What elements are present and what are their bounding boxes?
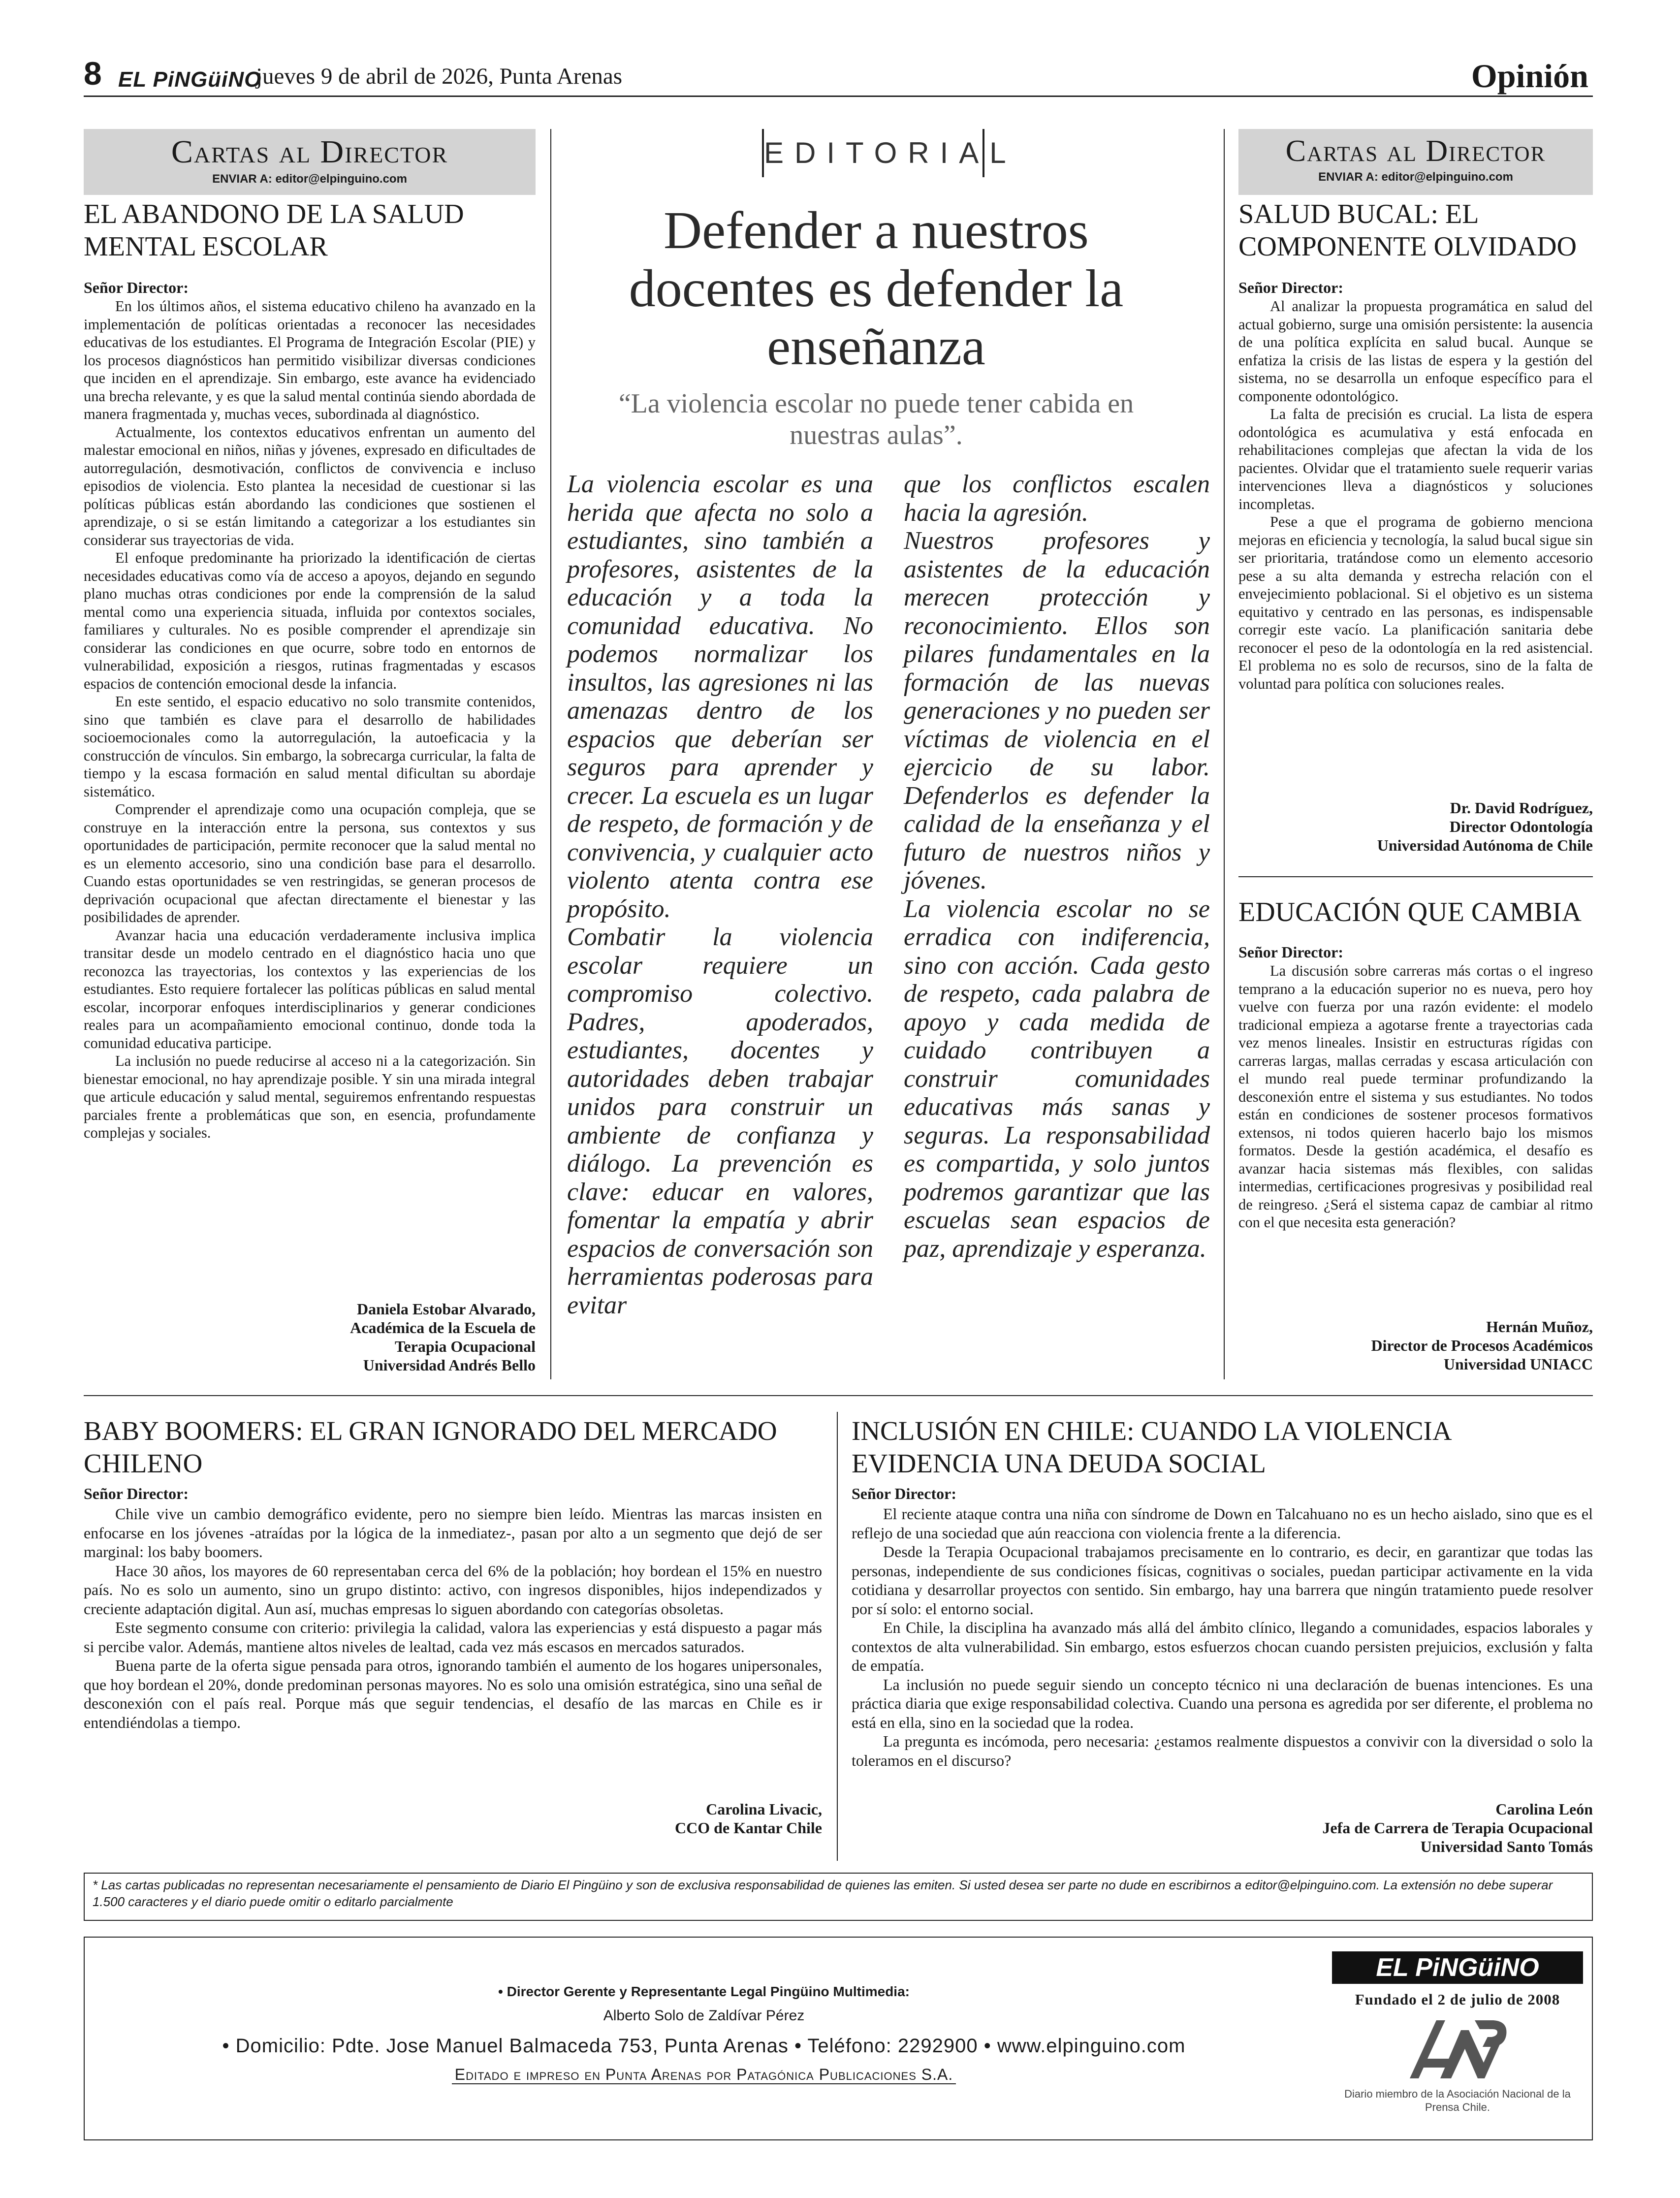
letter-title: INCLUSIÓN EN CHILE: CUANDO LA VIOLENCIA EVIDENCIA UNA DEUDA SOCIAL <box>852 1416 1451 1478</box>
page-number: 8 <box>84 55 102 92</box>
signature-line: Universidad Autónoma de Chile <box>1377 836 1593 854</box>
editorial-paragraph: La violencia escolar es una herida que afecta no solo a estudiantes, sino también a profesores, asistentes de la educación y a toda la comunidad educativa. No podemos normalizar los insultos, las agresiones ni las amenazas dentro de los espacios que deberían ser seguros para aprender y crecer. La escuela es un lugar de respeto, de formación y de convivencia, y cualquier acto violento atenta contra ese propósito. <box>567 470 873 923</box>
director-name: Alberto Solo de Zaldívar Pérez <box>603 2007 805 2024</box>
anp-logo-icon <box>1406 2015 1509 2083</box>
signature-line: Carolina León <box>1495 1800 1593 1818</box>
letter-paragraph: La falta de precisión es crucial. La lista de espera odontológica es acumulativa y está enfocada en rehabilitaciones complejas que afectan la vida de los pacientes. Olvidar que el tratamiento suele requerir varias intervenciones lleva a diagnósticos y soluciones incompletas. <box>1238 406 1593 512</box>
column-divider <box>550 129 551 1379</box>
letter-salutation: Señor Director: <box>1238 943 1343 961</box>
letter-paragraph: Hace 30 años, los mayores de 60 representaban cerca del 6% de la población; hoy bordean el 15% en nuestro país. No es solo un aumento, sino un grupo distinto: activo, con ingresos disponibles, hijos independizados y creciente adaptación digital. Aun así, muchas empresas lo siguen abordando con categorías obsoletas. <box>84 1561 822 1618</box>
signature-line: Jefa de Carrera de Terapia Ocupacional <box>1322 1819 1593 1837</box>
section-title: Opinión <box>1471 57 1588 95</box>
letter-signature <box>84 1300 536 1374</box>
signature-line: Carolina Livacic, <box>706 1800 822 1818</box>
letter-paragraph: El enfoque predominante ha priorizado la identificación de ciertas necesidades educativas como vía de acceso a apoyos, dejando en segundo plano muchas otras condiciones por ende la comprensión de la salud mental como una experiencia situada, influida por contextos sociales, familiares y culturales. No es posible comprender el aprendizaje sin considerar las condiciones en que ocurre, sobre todo en entornos de vulnerabilidad, exposición a riesgos, rutinas fragmentadas y escasos espacios de contención emocional desde la infancia. <box>84 549 536 692</box>
editorial-paragraph: La violencia escolar no se erradica con indiferencia, sino con acción. Cada gesto de respeto, cada palabra de apoyo y cada medida de cuidado contribuyen a construir comunidades educativas más sanas y seguras. La responsabilidad es compartida, y solo juntos podremos garantizar que las escuelas sean espacios de paz, aprendizaje y esperanza. <box>904 894 1210 1263</box>
letter-paragraph: En Chile, la disciplina ha avanzado más allá del ámbito clínico, llegando a comunidades, espacios laborales y contextos de alta vulnerabilidad. Sin embargo, estos esfuerzos chocan cuando persisten prejuicios, exclusión y falta de empatía. <box>852 1619 1593 1674</box>
letters-box-title: Cartas al Director <box>171 134 448 170</box>
letter-salutation: Señor Director: <box>1238 279 1343 296</box>
signature-line: Universidad Andrés Bello <box>363 1356 536 1374</box>
signature-line: Director Odontología <box>1449 818 1593 835</box>
signature-line: Universidad UNIACC <box>1443 1355 1593 1373</box>
letter-paragraph: Desde la Terapia Ocupacional trabajamos precisamente en lo contrario, es decir, en garantizar que todas las personas, independiente de sus condiciones físicas, cognitivas o sociales, puedan participar activamente en la vida cotidiana y desarrollar proyectos con sentido. Sin embargo, hay una barrera que ningún tratamiento puede resolver por sí solo: el entorno social. <box>852 1543 1593 1618</box>
printed-text: Editado e impreso en Punta Arenas por Patagónica Publicaciones S.A. <box>452 2066 956 2084</box>
editorial-label: EDITORIAL <box>762 129 984 177</box>
letter-body <box>852 1504 1593 1770</box>
letter-salutation: Señor Director: <box>84 279 189 296</box>
letter-signature <box>1238 1317 1593 1373</box>
header-logo: EL PiNGüiNO <box>118 67 262 92</box>
letter-signature <box>1238 798 1593 855</box>
letters-box-right <box>1238 129 1593 195</box>
letter-paragraph: La inclusión no puede seguir siendo un concepto técnico ni una declaración de buenas intenciones. Es una práctica diaria que exige responsabilidad colectiva. Cuando una persona es agredida por ser diferente, el problema no está en ella, sino en la sociedad que la rodea. <box>852 1675 1593 1731</box>
section-rule <box>84 1395 1593 1396</box>
printed-line <box>94 2066 1314 2084</box>
editorial-paragraph: que los conflictos escalen hacia la agresión. <box>904 470 1210 527</box>
letters-box-title: Cartas al Director <box>1285 134 1546 168</box>
letter-title: EDUCACIÓN QUE CAMBIA <box>1238 897 1582 927</box>
letter-body <box>1238 297 1593 693</box>
signature-line: Terapia Ocupacional <box>395 1338 536 1355</box>
footer-logo: EL PiNGüiNO <box>1332 1951 1583 1984</box>
letter-paragraph: Actualmente, los contextos educativos enfrentan un aumento del malestar emocional en niños, niñas y jóvenes, expresado en dificultades de autorregulación, desmotivación, conflictos de convivencia e incluso episodios de violencia. Esto plantea la necesidad de cuestionar si las políticas públicas están abordando las condiciones que sostienen el aprendizaje, o si se están limitando a categorizar a los estudiantes sin considerar sus trayectorias de vida. <box>84 423 536 548</box>
letter-paragraph: Al analizar la propuesta programática en salud del actual gobierno, surge una omisión persistente: la ausencia de una política explícita en salud bucal. Aunque se enfatiza la crisis de las listas de espera y la gestión del sistema, no se desarrolla un enfoque específico para el componente odontológico. <box>1238 298 1593 405</box>
signature-line: Daniela Estobar Alvarado, <box>357 1300 536 1318</box>
signature-line: Académica de la Escuela de <box>350 1319 536 1337</box>
signature-line: Dr. David Rodríguez, <box>1450 799 1593 817</box>
letter-signature <box>852 1800 1593 1856</box>
signature-line: CCO de Kantar Chile <box>675 1819 822 1837</box>
signature-line: Hernán Muñoz, <box>1486 1318 1593 1336</box>
column-divider <box>837 1412 838 1861</box>
founded-line: Fundado el 2 de julio de 2008 <box>1355 1991 1560 2008</box>
editorial-headline: Defender a nuestros docentes es defender la enseñanza <box>629 201 1124 376</box>
letter-paragraph: Chile vive un cambio demográfico evidente, pero no siempre bien leído. Mientras las marcas insisten en enfocarse en los jóvenes -atraídas por la lógica de la inmediatez-, pasan por alto a un segmento que dejó de ser marginal: los baby boomers. <box>84 1505 822 1561</box>
letter-paragraph: Avanzar hacia una educación verdaderamente inclusiva implica transitar desde un modelo centrado en el diagnóstico hacia uno que reconozca las trayectorias, los contextos y las experiencias de los estudiantes. Esto requiere fortalecer las políticas públicas en salud mental escolar, incorporar enfoques interdisciplinarios y generar condiciones reales para un acompañamiento emocional continuo, donde toda la comunidad educativa participe. <box>84 926 536 1051</box>
letter-paragraph: La inclusión no puede reducirse al acceso ni a la categorización. Sin bienestar emocional, no hay aprendizaje posible. Y sin una mirada integral que articule educación y salud mental, seguiremos enfrentando respuestas parciales frente a problemáticas que son, en esencia, profundamente complejas y sociales. <box>84 1052 536 1141</box>
letters-box-email: ENVIAR A: editor@elpinguino.com <box>1318 170 1513 184</box>
director-label: • Director Gerente y Representante Legal Pingüino Multimedia: <box>498 1984 910 1999</box>
letter-body <box>84 297 536 1142</box>
letter-paragraph: Comprender el aprendizaje como una ocupación compleja, que se construye en la interacción entre la persona, sus contextos y sus oportunidades de participación, permite reconocer que la salud mental no es un elemento accesorio, sino una condición base para el desarrollo. Cuando estas oportunidades se ven restringidas, se generan procesos de deprivación ocupacional que afectan directamente el bienestar y las posibilidades de aprender. <box>84 801 536 925</box>
editorial-column-2 <box>904 470 1210 1263</box>
letter-title: BABY BOOMERS: EL GRAN IGNORADO DEL MERCADO CHILENO <box>84 1416 777 1478</box>
editorial-quote: “La violencia escolar no puede tener cabida en nuestras aulas”. <box>618 388 1134 450</box>
letter-paragraph: La discusión sobre carreras más cortas o el ingreso temprano a la educación superior no es nueva, pero hoy vuelve con fuerza por una razón evidente: el modelo tradicional empieza a agotarse frente a trayectorias cada vez menos lineales. Insistir en estructuras rígidas con carreras largas, mallas cerradas y escasa articulación con el mundo real puede terminar profundizando la desconexión entre el sistema y sus estudiantes. No todos están en condiciones de sostener procesos formativos extensos, ni todos quieren hacerlo bajo los mismos formatos. Desde la gestión académica, el desafío es avanzar hacia sistemas más flexibles, con salidas intermedias, certificaciones progresivas y posibilidad real de reingreso. ¿Será el sistema capaz de cambiar al ritmo con el que necesita esta generación? <box>1238 962 1593 1231</box>
anp-caption: Diario miembro de la Asociación Nacional de la Prensa Chile. <box>1344 2088 1571 2113</box>
letter-paragraph: En los últimos años, el sistema educativo chileno ha avanzado en la implementación de políticas orientadas a reconocer las necesidades educativas de los estudiantes. El Programa de Integración Escolar (PIE) y los procesos diagnósticos han permitido visibilizar diversas condiciones que inciden en el aprendizaje. Sin embargo, este avance ha evidenciado una brecha relevante, y es que la salud mental continúa siendo abordada de manera fragmentada y, muchas veces, subordinada al diagnóstico. <box>84 298 536 422</box>
letter-body <box>84 1504 822 1732</box>
signature-line: Universidad Santo Tomás <box>1420 1838 1593 1855</box>
letter-body <box>1238 962 1593 1232</box>
editorial-paragraph: Nuestros profesores y asistentes de la educación merecen protección y reconocimiento. Ellos son pilares fundamentales en la formación de las nuevas generaciones y no pueden ser víctimas de violencia en el ejercicio de su labor. Defenderlos es defender la calidad de la enseñanza y el futuro de nuestros niños y jóvenes. <box>904 527 1210 894</box>
column-divider <box>1224 129 1225 1379</box>
letter-signature <box>84 1800 822 1837</box>
letter-title: SALUD BUCAL: EL COMPONENTE OLVIDADO <box>1238 199 1577 262</box>
letters-box-left <box>84 129 536 195</box>
letters-box-email: ENVIAR A: editor@elpinguino.com <box>212 172 407 186</box>
date-line: jueves 9 de abril de 2026, Punta Arenas <box>256 64 622 89</box>
address-line: • Domicilio: Pdte. Jose Manuel Balmaceda 753, Punta Arenas • Teléfono: 2292900 • www.elpinguino.com <box>222 2035 1186 2057</box>
letter-title: EL ABANDONO DE LA SALUD MENTAL ESCOLAR <box>84 199 464 262</box>
letter-paragraph: Pese a que el programa de gobierno menciona mejoras en eficiencia y tecnología, la salud bucal sigue sin ser prioritaria, tratándose como un elemento accesorio pese a su alta demanda y estrecha relación con el envejecimiento poblacional. Si el objetivo es un sistema equitativo y centrado en las personas, es indispensable corregir este vacío. La planificación sanitaria debe reconocer el peso de la odontología en la red asistencial. El problema no es solo de recursos, sino de la falta de voluntad para política con soluciones reales. <box>1238 513 1593 692</box>
header-rule <box>84 96 1593 97</box>
letter-paragraph: En este sentido, el espacio educativo no solo transmite contenidos, sino que también es clave para el desarrollo de habilidades socioemocionales como la autorregulación, la autoeficacia y la construcción de vínculos. Sin embargo, la sobrecarga curricular, la falta de tiempo y la escasa formación en salud mental dificultan su abordaje sistemático. <box>84 693 536 800</box>
editorial-paragraph: Combatir la violencia escolar requiere un compromiso colectivo. Padres, apoderados, estudiantes, docentes y autoridades deben trabajar unidos para construir un ambiente de confianza y diálogo. La prevención es clave: educar en valores, fomentar la empatía y abrir espacios de conversación son herramientas poderosas para evitar <box>567 923 873 1319</box>
disclaimer: * Las cartas publicadas no representan necesariamente el pensamiento de Diario El Pingüino y son de exclusiva responsabilidad de quienes las emiten. Si usted desea ser parte no dude en escribirnos a editor@elpinguino.com. La extensión no debe superar 1.500 caracteres y el diario puede omitir o editarlo parcialmente <box>84 1873 1593 1921</box>
letter-paragraph: Buena parte de la oferta sigue pensada para otros, ignorando también el aumento de los hogares unipersonales, que hoy bordean el 20%, donde predominan personas mayores. No es solo una omisión estratégica, sino una señal de desconexión con el país real. Porque más que seguir tendencias, el desafío de las marcas en Chile es ir entendiéndolas a tiempo. <box>84 1656 822 1731</box>
letter-salutation: Señor Director: <box>84 1485 189 1502</box>
letter-paragraph: La pregunta es incómoda, pero necesaria: ¿estamos realmente dispuestos a convivir con la diversidad o solo la toleramos en el discurso? <box>852 1732 1593 1769</box>
signature-line: Director de Procesos Académicos <box>1371 1337 1593 1354</box>
letter-paragraph: El reciente ataque contra una niña con síndrome de Down en Talcahuano no es un hecho aislado, sino que es el reflejo de una sociedad que aún reacciona con violencia frente a la diferencia. <box>852 1505 1593 1542</box>
editorial-column-1 <box>567 470 873 1319</box>
letter-separator <box>1238 876 1593 877</box>
letter-salutation: Señor Director: <box>852 1485 956 1502</box>
letter-paragraph: Este segmento consume con criterio: privilegia la calidad, valora las experiencias y está dispuesto a pagar más si percibe valor. Además, mantiene altos niveles de lealtad, cada vez más escasos en mercados saturados. <box>84 1619 822 1656</box>
